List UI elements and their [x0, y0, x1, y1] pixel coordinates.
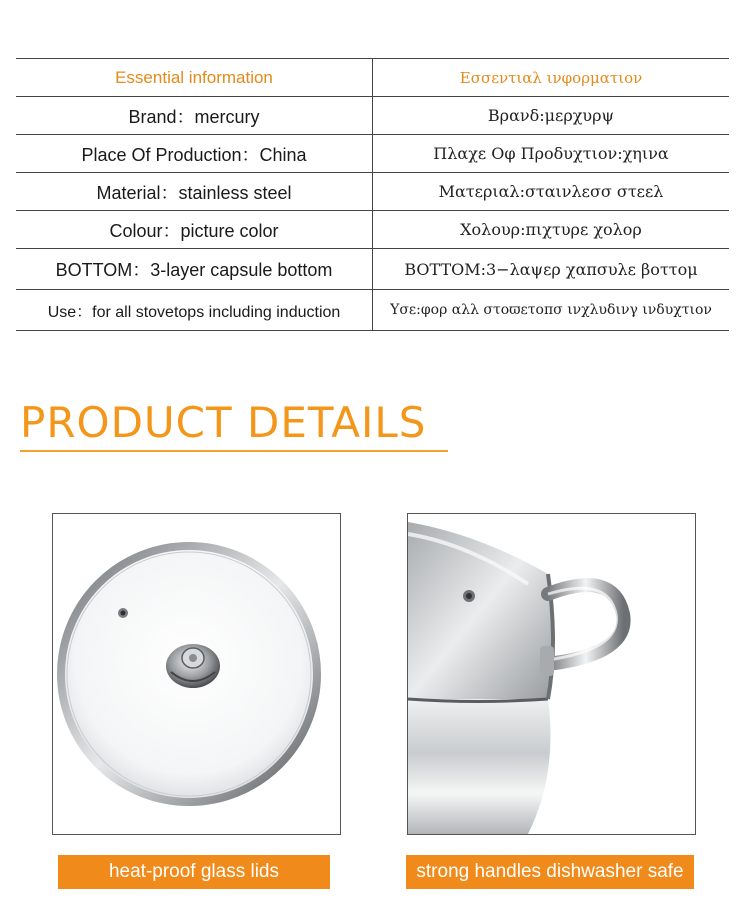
spec-header-left: Essential information	[16, 59, 373, 97]
spec-cell: Βρανδ:μερχυρψ	[373, 97, 730, 135]
spec-header-right: Εσσεντιαλ ινφορματιον	[373, 59, 730, 97]
pot-handle-photo	[407, 513, 696, 835]
spec-row-use	[16, 290, 729, 331]
section-title: PRODUCT DETAILS	[20, 398, 427, 447]
spec-row-place	[16, 135, 729, 173]
glass-lid-photo	[52, 513, 341, 835]
spec-cell: Χολουρ:πιχτυρε χολορ	[373, 211, 730, 249]
spec-row-brand	[16, 97, 729, 135]
spec-row-bottom	[16, 249, 729, 290]
spec-row-colour	[16, 211, 729, 249]
spec-cell: Υσε:φορ αλλ στοϖετοπσ ινχλυδινγ ινδυχτιον	[373, 290, 730, 331]
spec-cell: Use：for all stovetops including induction	[16, 290, 373, 331]
pot-handle-image	[408, 514, 695, 834]
spec-cell: Place Of Production：China	[16, 135, 373, 173]
spec-cell: Material：stainless steel	[16, 173, 373, 211]
spec-cell: Colour：picture color	[16, 211, 373, 249]
spec-cell: BOTTOM：3-layer capsule bottom	[16, 249, 373, 290]
handle-caption: strong handles dishwasher safe	[406, 855, 694, 889]
glass-lid-caption: heat-proof glass lids	[58, 855, 330, 889]
spec-cell: Brand：mercury	[16, 97, 373, 135]
spec-header-row	[16, 59, 729, 97]
specification-table	[16, 58, 729, 331]
spec-cell: BOTTOM:3−λαψερ χαπσυλε βοττομ	[373, 249, 730, 290]
title-underline	[20, 450, 448, 452]
glass-lid-image	[53, 514, 340, 834]
spec-cell: Πλαχε Οφ Προδυχτιον:χηινα	[373, 135, 730, 173]
spec-row-material	[16, 173, 729, 211]
spec-cell: Ματεριαλ:σταινλεσσ στεελ	[373, 173, 730, 211]
